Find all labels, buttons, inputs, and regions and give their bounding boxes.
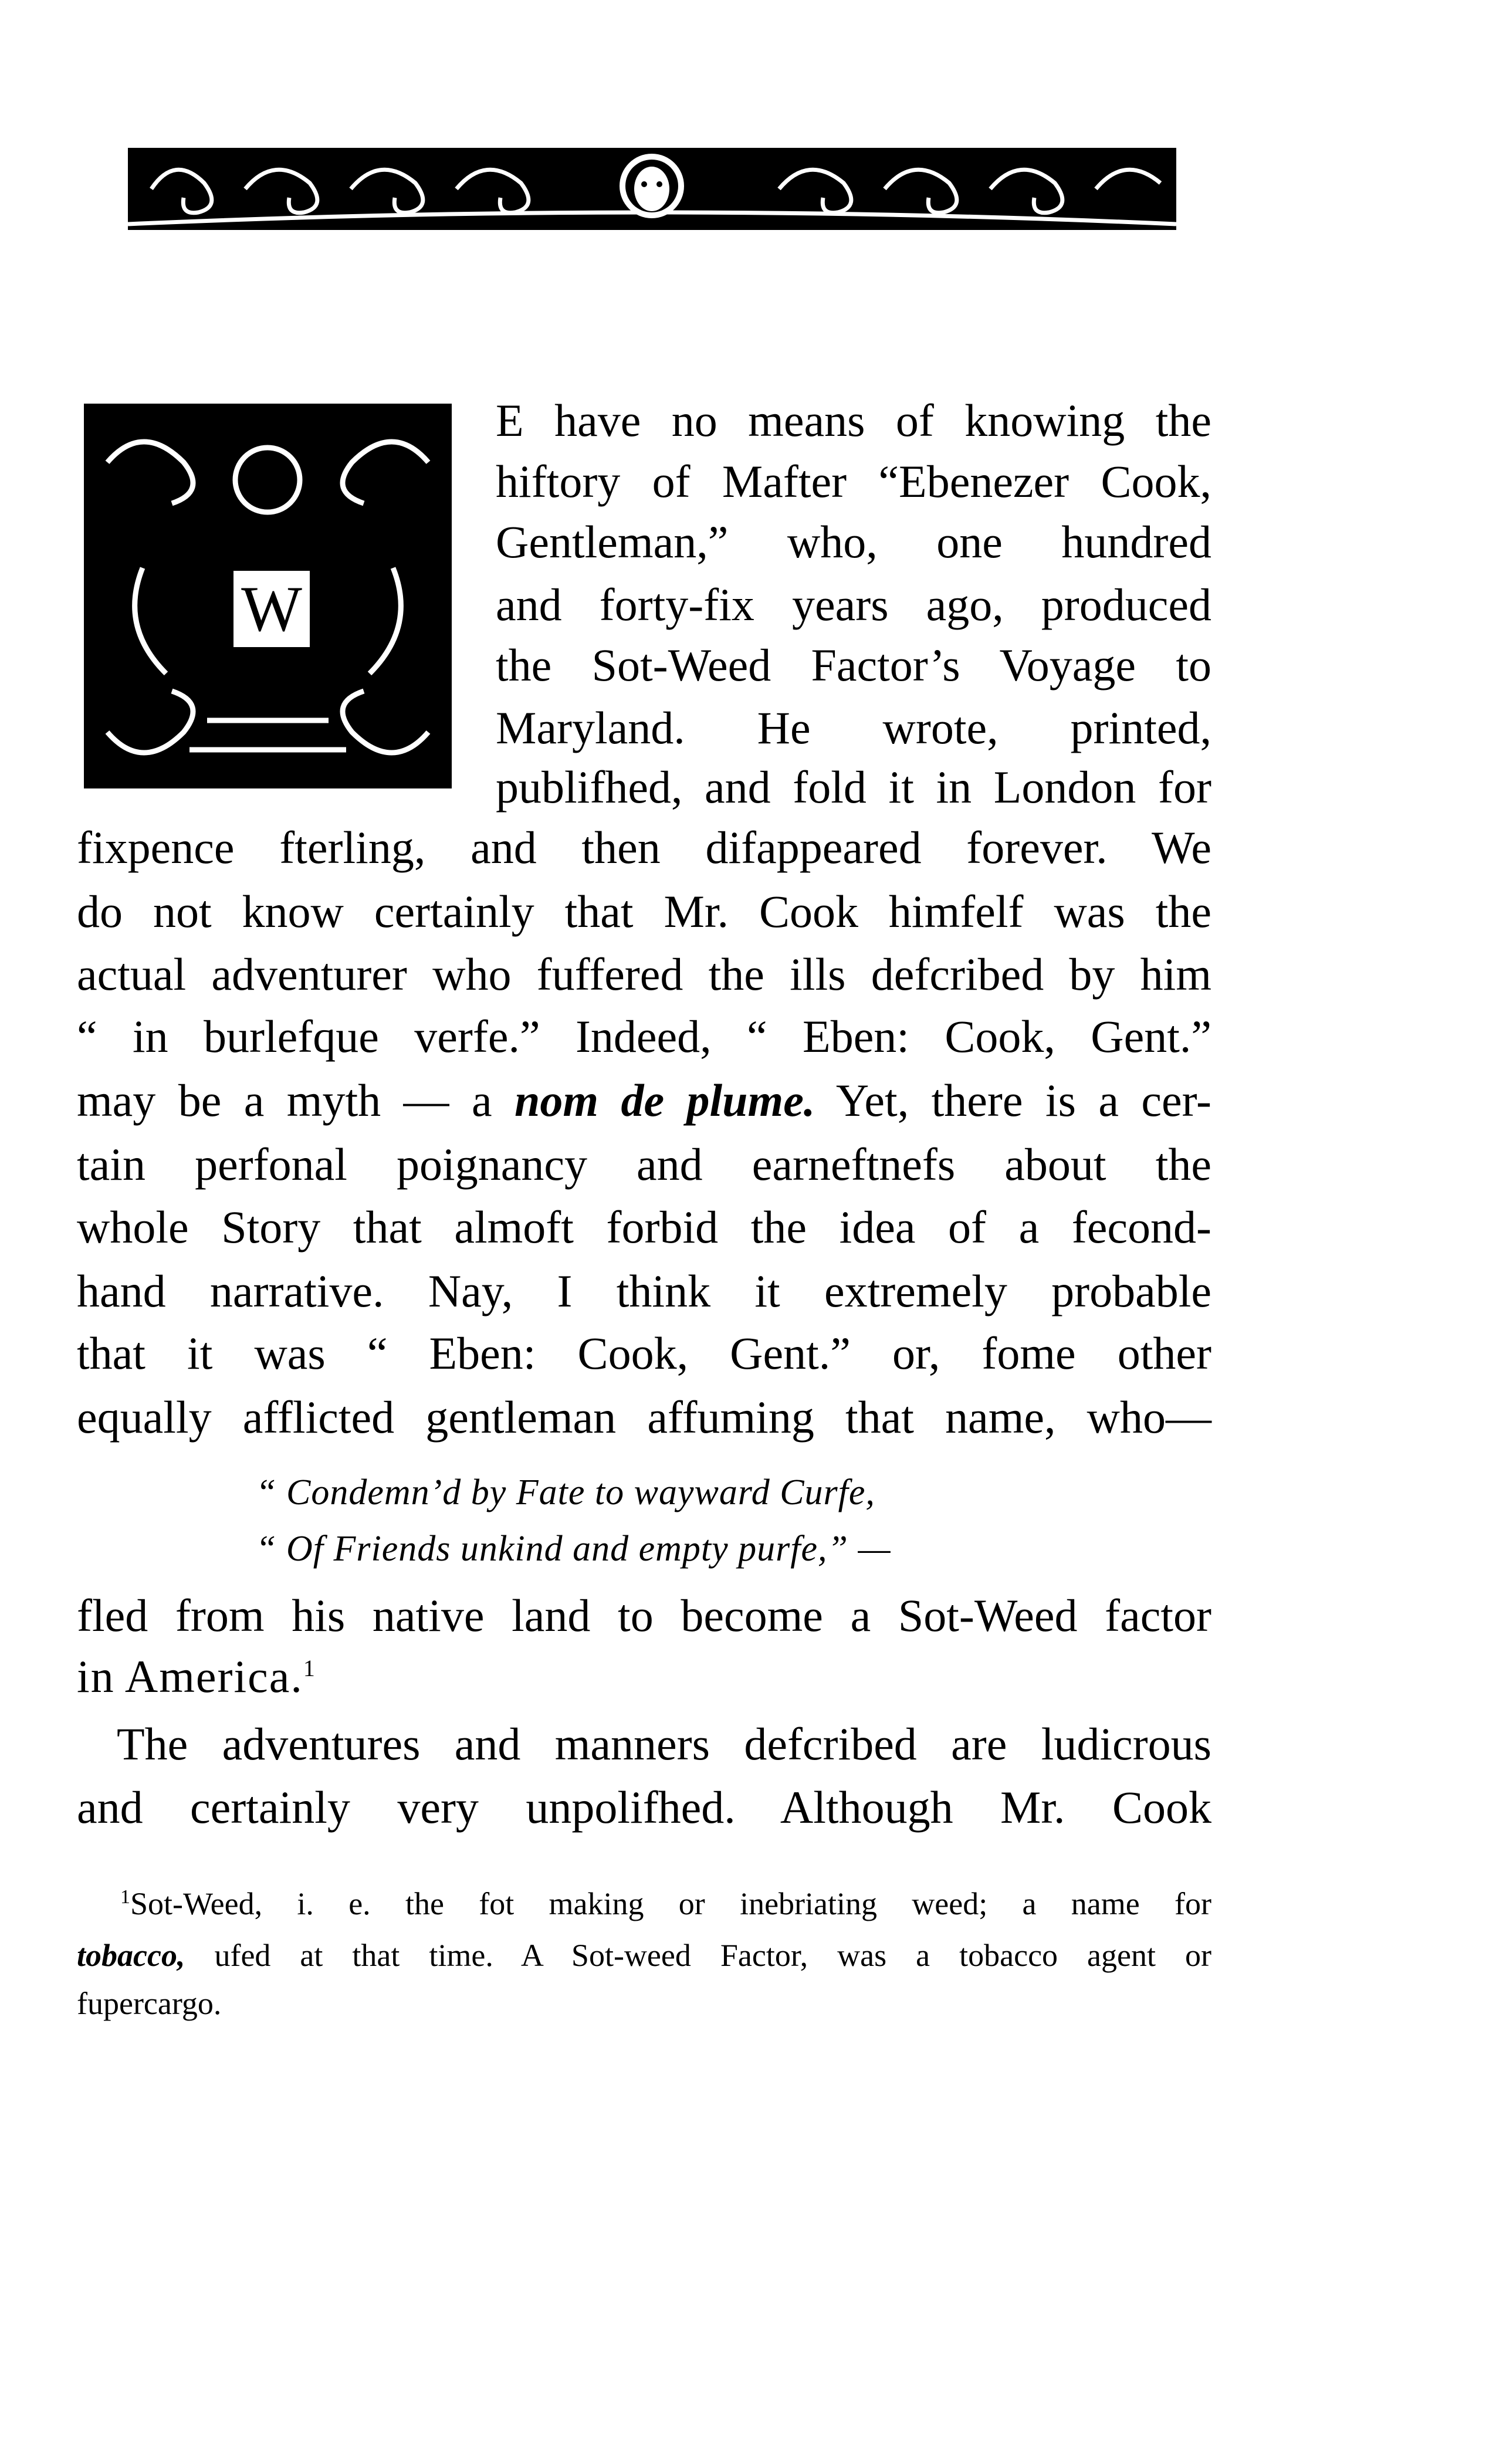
header-ornament — [128, 136, 1176, 241]
italic-phrase: nom de plume. — [515, 1075, 815, 1126]
text-line: actual adventurer who fuffered the ills defcribed by him — [77, 949, 1211, 1000]
text-line: fixpence fterling, and then difappeared forever. We — [77, 822, 1211, 873]
footnote-line: fupercargo. — [77, 1986, 222, 2021]
text-line: whole Story that almoft forbid the idea of a fecond- — [77, 1201, 1211, 1253]
text-line: and forty-fix years ago, produced — [496, 579, 1211, 630]
text-line: equally afflicted gentleman affuming that name, who— — [77, 1392, 1211, 1443]
text-line — [77, 1644, 316, 1709]
text-segment: Sot-Weed, i. e. the fot making or inebriating weed; a name for — [130, 1886, 1211, 1921]
text-line — [77, 1068, 1211, 1133]
text-segment: in America. — [77, 1651, 303, 1702]
text-line: E have no means of knowing the — [496, 395, 1211, 446]
text-line: that it was “ Eben: Cook, Gent.” or, fome other — [77, 1328, 1211, 1379]
drop-cap-letter: W — [231, 568, 313, 650]
drop-cap-ornament — [72, 392, 463, 800]
footnote-reference[interactable]: 1 — [303, 1655, 316, 1681]
text-line: “ in burlefque verfe.” Indeed, “ Eben: Cook, Gent.” — [77, 1011, 1211, 1062]
italic-word: tobacco, — [77, 1938, 185, 1973]
text-line: the Sot-Weed Factor’s Voyage to — [496, 639, 1211, 691]
text-line: publifhed, and fold it in London for — [496, 761, 1211, 813]
text-line: Gentleman,” who, one hundred — [496, 516, 1211, 567]
poem-line: “ Condemn’d by Fate to wayward Curfe, — [256, 1473, 875, 1512]
text-line: tain perfonal poignancy and earneftnefs about the — [77, 1139, 1211, 1190]
text-line: do not know certainly that Mr. Cook himfelf was the — [77, 886, 1211, 937]
text-line: hand narrative. Nay, I think it extremely probable — [77, 1265, 1211, 1316]
text-line: The adventures and manners defcribed are ludicrous — [117, 1718, 1211, 1769]
text-line: Maryland. He wrote, printed, — [496, 702, 1211, 753]
footnote-line — [120, 1880, 1211, 1927]
text-line: fled from his native land to become a Sot-Weed factor — [77, 1590, 1211, 1641]
text-line: and certainly very unpolifhed. Although Mr. Cook — [77, 1782, 1211, 1833]
footnote-line — [77, 1932, 1211, 1979]
text-segment: may be a myth — a — [77, 1075, 515, 1126]
poem-line: “ Of Friends unkind and empty purfe,” — — [256, 1529, 891, 1569]
text-line: hiftory of Mafter “Ebenezer Cook, — [496, 456, 1211, 507]
text-segment: ufed at that time. A Sot-weed Factor, was a tobacco agent or — [185, 1938, 1211, 1973]
footnote-mark: 1 — [120, 1886, 130, 1908]
text-segment: Yet, there is a cer- — [815, 1075, 1212, 1126]
